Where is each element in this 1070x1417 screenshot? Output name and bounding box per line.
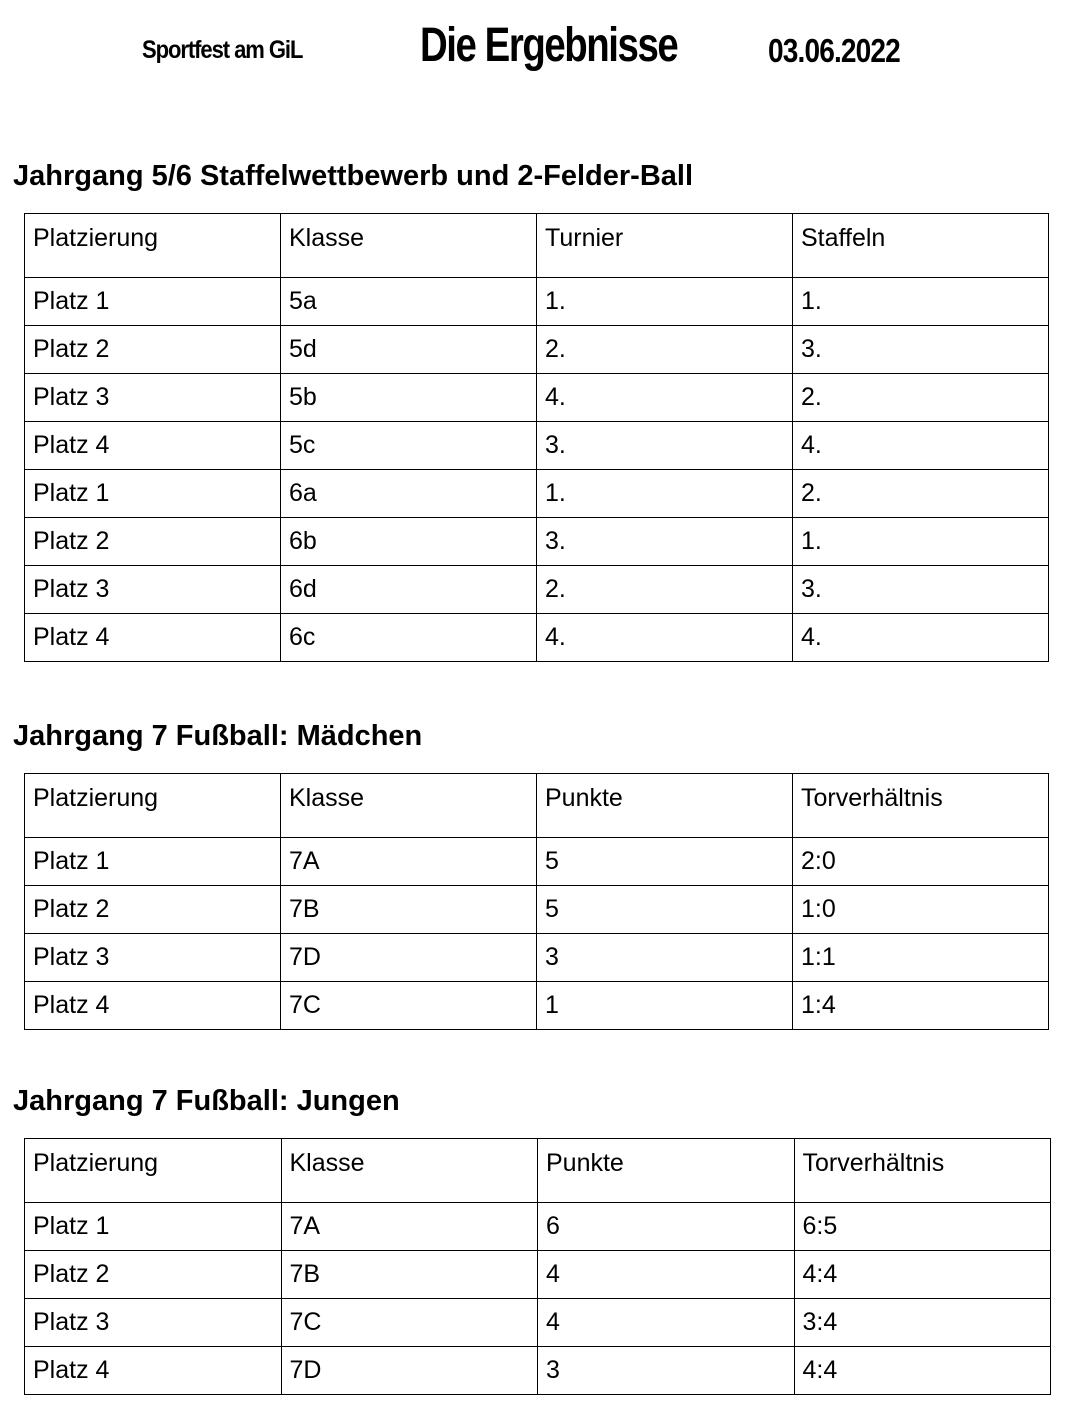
table-row <box>25 934 1049 982</box>
table-cell: 6 <box>538 1203 795 1251</box>
table-cell: 5c <box>281 422 537 470</box>
table-cell: 4:4 <box>794 1347 1051 1395</box>
table-cell: 7B <box>281 886 537 934</box>
table-cell: 3. <box>537 518 793 566</box>
table-cell: 2. <box>537 566 793 614</box>
table-row <box>25 326 1049 374</box>
table-cell: 1. <box>793 278 1049 326</box>
table-cell: 6c <box>281 614 537 662</box>
column-header: Platzierung <box>25 214 281 278</box>
table-cell: 6d <box>281 566 537 614</box>
table-cell: 4. <box>537 374 793 422</box>
column-header: Punkte <box>538 1139 795 1203</box>
table-row <box>25 374 1049 422</box>
table-cell: 2. <box>793 374 1049 422</box>
column-header: Platzierung <box>25 774 281 838</box>
column-header: Turnier <box>537 214 793 278</box>
table-row <box>25 614 1049 662</box>
table-cell: Platz 1 <box>25 470 281 518</box>
table-cell: 3 <box>537 934 793 982</box>
table-cell: 5b <box>281 374 537 422</box>
column-header: Punkte <box>537 774 793 838</box>
table-cell: 7A <box>281 1203 538 1251</box>
table-cell: 7B <box>281 1251 538 1299</box>
table-header-row <box>25 774 1049 838</box>
results-table-maedchen <box>24 773 1049 1030</box>
table-cell: 7C <box>281 1299 538 1347</box>
table-cell: 4. <box>793 614 1049 662</box>
table-cell: 7A <box>281 838 537 886</box>
column-header: Platzierung <box>25 1139 282 1203</box>
table-cell: 2. <box>537 326 793 374</box>
table-cell: 2:0 <box>793 838 1049 886</box>
page-title: Die Ergebnisse <box>420 19 678 72</box>
table-cell: 4 <box>538 1299 795 1347</box>
table-cell: Platz 3 <box>25 566 281 614</box>
table-cell: 3 <box>538 1347 795 1395</box>
table-cell: Platz 2 <box>25 1251 282 1299</box>
table-cell: Platz 3 <box>25 374 281 422</box>
section-heading-jungen: Jahrgang 7 Fußball: Jungen <box>13 1085 400 1117</box>
column-header: Torverhältnis <box>793 774 1049 838</box>
table-cell: 5a <box>281 278 537 326</box>
table-cell: 2. <box>793 470 1049 518</box>
table-cell: 3:4 <box>794 1299 1051 1347</box>
table-row <box>25 1251 1051 1299</box>
table-header-row <box>25 214 1049 278</box>
event-date: 03.06.2022 <box>768 32 900 69</box>
event-name: Sportfest am GiL <box>142 36 303 64</box>
table-cell: 1. <box>537 278 793 326</box>
table-cell: 3. <box>793 326 1049 374</box>
section-heading-jahrgang-5-6: Jahrgang 5/6 Staffelwettbewerb und 2-Felder-Ball <box>13 160 694 192</box>
table-cell: Platz 2 <box>25 518 281 566</box>
table-cell: 1:1 <box>793 934 1049 982</box>
page-header <box>0 14 1070 84</box>
table-cell: Platz 4 <box>25 1347 282 1395</box>
table-cell: 4. <box>537 614 793 662</box>
column-header: Torverhältnis <box>794 1139 1051 1203</box>
table-header-row <box>25 1139 1051 1203</box>
table-cell: Platz 4 <box>25 422 281 470</box>
table-cell: Platz 2 <box>25 886 281 934</box>
table-row <box>25 470 1049 518</box>
table-cell: 6a <box>281 470 537 518</box>
table-row <box>25 982 1049 1030</box>
table-cell: 4. <box>793 422 1049 470</box>
table-row <box>25 838 1049 886</box>
table-cell: Platz 1 <box>25 838 281 886</box>
table-cell: 6:5 <box>794 1203 1051 1251</box>
table-cell: 4 <box>538 1251 795 1299</box>
table-row <box>25 886 1049 934</box>
table-row <box>25 1347 1051 1395</box>
table-cell: 5d <box>281 326 537 374</box>
table-cell: 7C <box>281 982 537 1030</box>
table-cell: 1:4 <box>793 982 1049 1030</box>
table-cell: Platz 3 <box>25 934 281 982</box>
table-cell: 7D <box>281 1347 538 1395</box>
table-cell: Platz 4 <box>25 614 281 662</box>
section-heading-maedchen: Jahrgang 7 Fußball: Mädchen <box>13 720 423 752</box>
table-cell: 5 <box>537 838 793 886</box>
column-header: Staffeln <box>793 214 1049 278</box>
table-row <box>25 278 1049 326</box>
table-cell: 1. <box>793 518 1049 566</box>
column-header: Klasse <box>281 214 537 278</box>
table-row <box>25 1299 1051 1347</box>
table-cell: Platz 2 <box>25 326 281 374</box>
table-row <box>25 566 1049 614</box>
column-header: Klasse <box>281 1139 538 1203</box>
table-row <box>25 1203 1051 1251</box>
results-table-jahrgang-5-6 <box>24 213 1049 662</box>
table-cell: Platz 1 <box>25 1203 282 1251</box>
table-row <box>25 422 1049 470</box>
table-cell: 3. <box>793 566 1049 614</box>
table-cell: 3. <box>537 422 793 470</box>
table-cell: Platz 4 <box>25 982 281 1030</box>
table-cell: 1 <box>537 982 793 1030</box>
table-row <box>25 518 1049 566</box>
table-cell: 7D <box>281 934 537 982</box>
results-table-jungen <box>24 1138 1051 1395</box>
table-cell: 1. <box>537 470 793 518</box>
table-cell: 1:0 <box>793 886 1049 934</box>
table-cell: 4:4 <box>794 1251 1051 1299</box>
table-cell: Platz 3 <box>25 1299 282 1347</box>
table-cell: 6b <box>281 518 537 566</box>
table-cell: Platz 1 <box>25 278 281 326</box>
table-cell: 5 <box>537 886 793 934</box>
column-header: Klasse <box>281 774 537 838</box>
